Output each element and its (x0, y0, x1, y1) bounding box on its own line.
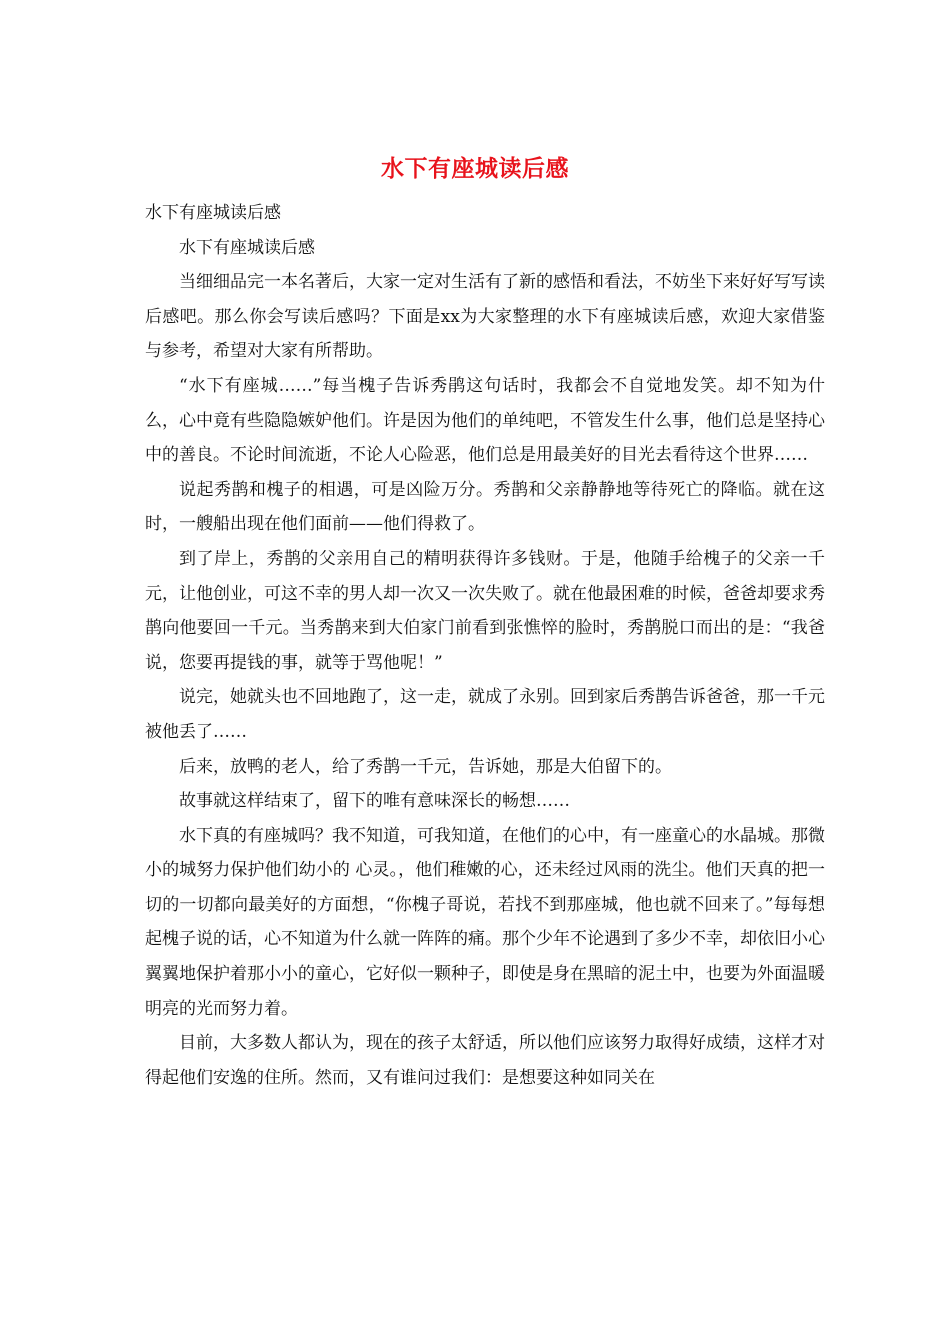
paragraph: 目前，大多数人都认为，现在的孩子太舒适，所以他们应该努力取得好成绩，这样才对得起他们安逸的住所。然而，又有谁问过我们：是想要这种如同关在 (145, 1033, 825, 1088)
paragraph: 当细细品完一本名著后，大家一定对生活有了新的感悟和看法，不妨坐下来好好写写读后感吧。那么你会写读后感吗？下面是xx为大家整理的水下有座城读后感，欢迎大家借鉴与参考，希望对大家有所帮助。 (145, 272, 825, 362)
paragraph: 水下真的有座城吗？我不知道，可我知道，在他们的心中，有一座童心的水晶城。那微小的城努力保护他们幼小的 心灵。，他们稚嫩的心，还未经过风雨的洗尘。他们天真的把一切的一切都向最美好的方面想，“你槐子哥说，若找不到那座城，他也就不回来了。”每每想起槐子说的话，心不知道为什么就一阵阵的痛。那个少年不论遇到了多少不幸，却依旧小心翼翼地保护着那小小的童心，它好似一颗种子，即使是身在黑暗的泥土中，也要为外面温暖明亮的光而努力着。 (145, 825, 825, 1019)
paragraph: 说起秀鹊和槐子的相遇，可是凶险万分。秀鹊和父亲静静地等待死亡的降临。就在这时，一艘船出现在他们面前——他们得救了。 (145, 479, 825, 535)
paragraph: 后来，放鸭的老人，给了秀鹊一千元，告诉她，那是大伯留下的。 (179, 756, 672, 777)
paragraph: 故事就这样结束了，留下的唯有意味深长的畅想…… (179, 791, 570, 812)
document-body (145, 196, 825, 1095)
paragraph: 水下有座城读后感 (179, 237, 315, 258)
document-title: 水下有座城读后感 (381, 155, 569, 182)
paragraph: 到了岸上，秀鹊的父亲用自己的精明获得许多钱财。于是，他随手给槐子的父亲一千元，让他创业，可这不幸的男人却一次又一次失败了。就在他最困难的时候，爸爸却要求秀鹊向他要回一千元。当秀鹊来到大伯家门前看到张憔悴的脸时，秀鹊脱口而出的是：“我爸说，您要再提钱的事，就等于骂他呢！” (145, 548, 825, 673)
paragraph: 水下有座城读后感 (145, 203, 281, 223)
paragraph: “水下有座城……”每当槐子告诉秀鹃这句话时，我都会不自觉地发笑。却不知为什么，心中竟有些隐隐嫉妒他们。许是因为他们的单纯吧，不管发生什么事，他们总是坚持心中的善良。不论时间流逝，不论人心险恶，他们总是用最美好的目光去看待这个世界…… (145, 375, 825, 466)
paragraph: 说完，她就头也不回地跑了，这一走，就成了永别。回到家后秀鹊告诉爸爸，那一千元被他丢了…… (145, 687, 825, 742)
